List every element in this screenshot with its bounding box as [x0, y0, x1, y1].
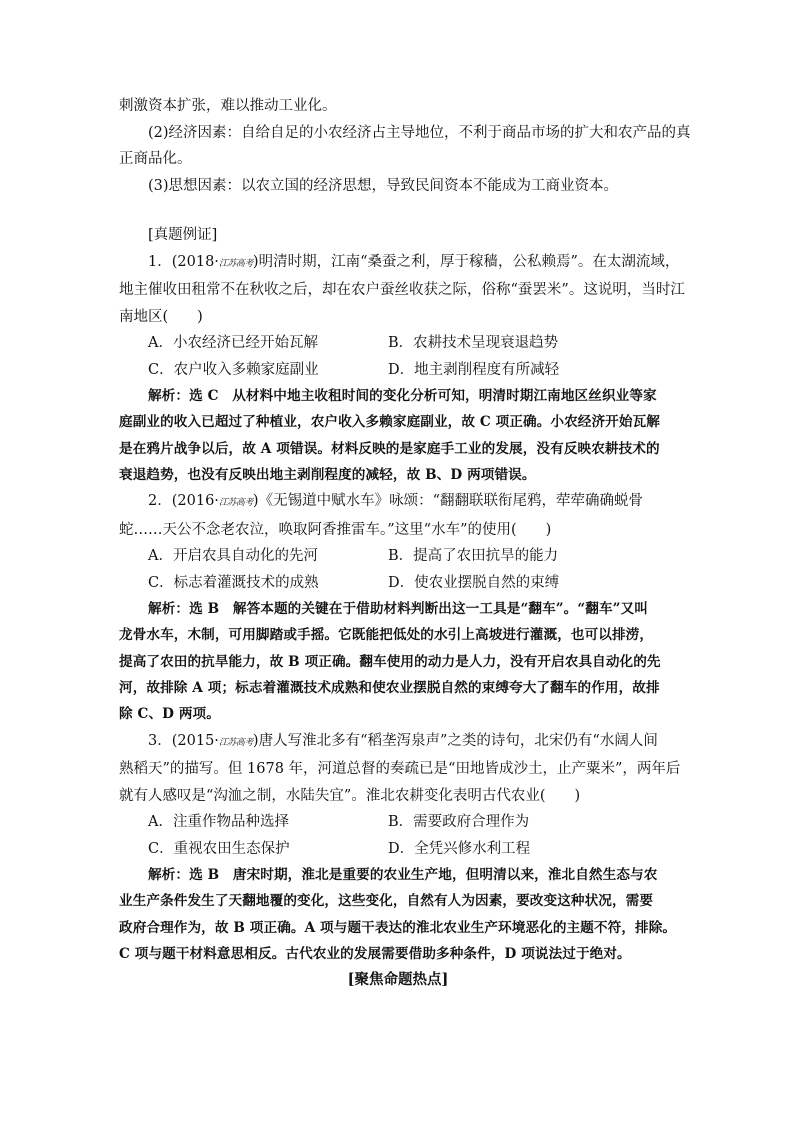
- option-d: D．使农业摆脱自然的束缚: [388, 574, 560, 591]
- option-b: B．需要政府合理作为: [388, 814, 530, 831]
- question-3-stem-cont: 熟稻天”的描写。但 1678 年，河道总督的奏疏已是“田地皆成沙土，止产粟米”，两年后: [119, 761, 681, 778]
- question-2-analysis-cont: 河，故排除 A 项；标志着灌溉技术成熟和使农业摆脱自然的束缚夸大了翻车的作用，故排: [119, 680, 660, 697]
- option-c: C．农户收入多赖家庭副业: [148, 361, 319, 378]
- option-d: D．全凭兴修水利工程: [388, 840, 531, 857]
- exam-source: 江苏高考: [218, 258, 253, 269]
- question-1-options-ab: [119, 330, 677, 357]
- question-1-stem: 1．(2018·江苏高考)明清时期，江南“桑蚕之利，厚于稼穑，公私赖焉”。在太湖流域，: [148, 253, 680, 270]
- question-3-analysis-end: C 项与题干材料意思相反。古代农业的发展需要借助多种条件，D 项说法过于绝对。: [119, 946, 631, 963]
- economic-factor: (2)经济因素：自给自足的小农经济占主导地位，不利于商品市场的扩大和农产品的真: [148, 124, 691, 141]
- option-d: D．地主剥削程度有所减轻: [388, 361, 560, 378]
- question-2-stem: 2．(2016·江苏高考)《无锡道中赋水车》咏颂：“翻翻联联衔尾鸦，荦荦确确蜕骨: [148, 493, 643, 510]
- intro-line: 刺激资本扩张，难以推动工业化。: [119, 98, 337, 114]
- document-page: [119, 93, 691, 994]
- option-a: A．开启农具自动化的先河: [148, 548, 318, 565]
- thought-factor: (3)思想因素：以农立国的经济思想，导致民间资本不能成为工商业资本。: [148, 177, 619, 194]
- question-1-stem-cont: 地主催收田租常不在秋收之后，却在农户蚕丝收获之际，俗称“蚕罢米”。这说明，当时江: [119, 282, 685, 298]
- question-1-analysis-end: 衰退趋势，也没有反映出地主剥削程度的减轻，故 B、D 两项错误。: [119, 466, 536, 483]
- section-footer-title: [聚焦命题热点]: [347, 971, 449, 989]
- question-3-analysis-cont: 政府合理作为，故 B 项正确。A 项与题干表达的淮北农业生产环境恶化的主题不符，排除。: [119, 919, 677, 936]
- question-2-analysis-cont: 龙骨水车，木制，可用脚踏或手摇。它既能把低处的水引上高坡进行灌溉，也可以排涝，: [119, 627, 654, 644]
- question-2-analysis-end: 除 C、D 两项。: [119, 706, 220, 723]
- question-3-analysis-cont: 业生产条件发生了天翻地覆的变化，这些变化，自然有人为因素，要改变这种状况，需要: [119, 893, 654, 910]
- question-number: 2．: [148, 493, 172, 510]
- section-title: [真题例证]: [148, 227, 218, 243]
- option-a: A．注重作物品种选择: [148, 814, 289, 831]
- economic-factor-cont: 正商品化。: [119, 151, 192, 167]
- question-1-analysis: 解析：选 C 从材料中地主收租时间的变化分析可知，明清时期江南地区丝织业等家: [148, 388, 657, 404]
- question-3-options-ab: [119, 809, 677, 836]
- option-c: C．标志着灌溉技术的成熟: [148, 574, 319, 591]
- question-2-analysis-cont: 提高了农田的抗旱能力，故 B 项正确。翻车使用的动力是人力，没有开启农具自动化的先: [119, 653, 661, 670]
- option-b: B．农耕技术呈现衰退趋势: [388, 335, 559, 351]
- exam-source: 江苏高考: [218, 498, 253, 509]
- question-3-options-cd: [119, 836, 677, 863]
- question-2-options-ab: [119, 543, 677, 570]
- question-3-analysis: 解析：选 B 唐宋时期，淮北是重要的农业生产地，但明清以来，淮北自然生态与农: [148, 867, 658, 884]
- option-a: A．小农经济已经开始瓦解: [148, 335, 318, 351]
- option-b: B．提高了农田抗旱的能力: [388, 548, 559, 565]
- question-1-options-cd: [119, 357, 677, 384]
- question-number: 3．: [148, 732, 172, 749]
- question-1-analysis-cont: 是在鸦片战争以后，故 A 项错误。材料反映的是家庭手工业的发展，没有反映农耕技术的: [119, 440, 660, 457]
- question-3-stem-end: 就有人感叹是“沟洫之制，水陆失宜”。淮北农耕变化表明古代农业( ): [119, 787, 581, 804]
- question-1-stem-end: 南地区( ): [119, 308, 203, 325]
- question-2-options-cd: [119, 570, 677, 597]
- question-1-analysis-cont: 庭副业的收入已超过了种植业，农户收入多赖家庭副业，故 C 项正确。小农经济开始瓦解: [119, 414, 660, 431]
- option-c: C．重视农田生态保护: [148, 840, 290, 857]
- question-2-stem-cont: 蛇……天公不念老农泣，唤取阿香推雷车。”这里“水车”的使用( ): [119, 521, 552, 538]
- exam-source: 江苏高考: [218, 737, 253, 748]
- question-2-analysis: 解析：选 B 解答本题的关键在于借助材料判断出这一工具是“翻车”。“翻车”又叫: [148, 601, 648, 618]
- question-3-stem: 3．(2015·江苏高考)唐人写淮北多有“稻垄泻泉声”之类的诗句，北宋仍有“水阔人间: [148, 732, 658, 749]
- question-number: 1．: [148, 253, 172, 270]
